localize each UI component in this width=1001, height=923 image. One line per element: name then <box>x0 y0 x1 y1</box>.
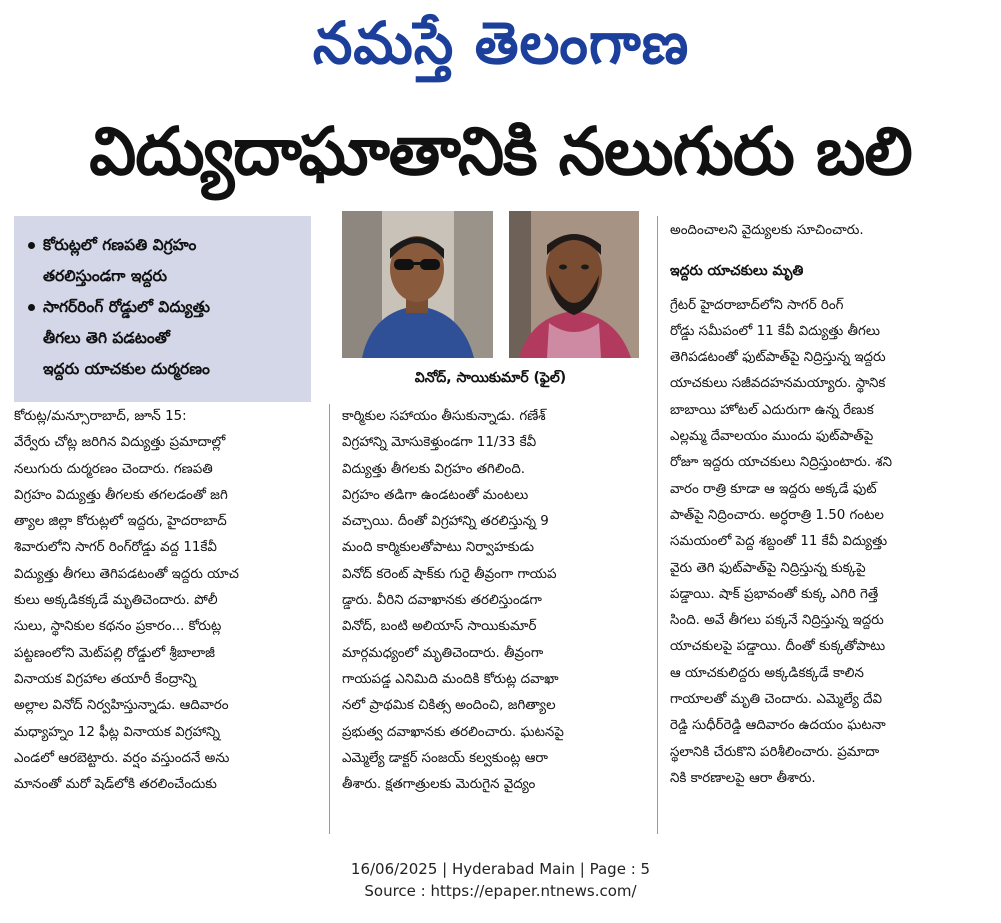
text-line: స్థలానికి చేరుకొని పరిశీలించారు. ప్రమాదా <box>670 744 880 760</box>
masthead-title: నమస్తే తెలంగాణ <box>312 9 689 77</box>
text-line: సింది. అవే తీగలు పక్కనే నిద్రిస్తున్న ఇద్దరు <box>670 613 884 629</box>
text-line: విద్యుత్తు తీగలు తెగిపడటంతో ఇద్దరు యాచ <box>14 566 239 582</box>
text-line: వినోద్, బంటి అలియాస్ సాయికుమార్ <box>342 619 537 635</box>
text-line: గాయపడ్డ ఎనిమిది మందికి కోరుట్ల దవాఖా <box>342 671 559 687</box>
summary-line: తరలిస్తుండగా ఇద్దరు <box>43 267 168 285</box>
text-line: గ్రేటర్ హైదరాబాద్‌లోని సాగర్ రింగ్ <box>670 297 844 313</box>
photo-vinod <box>342 211 493 358</box>
bullet-icon <box>28 242 35 249</box>
text-line: విగ్రహం విద్యుత్తు తీగలకు తగలడంతో జగి <box>14 487 228 503</box>
text-line: మార్గమధ్యంలో మృతిచెందారు. తీవ్రంగా <box>342 645 544 661</box>
text-line: కోరుట్ల/మన్సూరాబాద్, జూన్ 15: <box>14 409 187 424</box>
text-line: తెగిపడటంతో ఫుట్‌పాత్‌పై నిద్రిస్తున్న ఇద్దరు <box>670 350 886 366</box>
text-line: అల్లాల వినోద్ నిర్వహిస్తున్నాడు. ఆదివారం <box>14 698 229 714</box>
subheading: ఇద్దరు యాచకులు మృతి <box>670 263 804 280</box>
text-line: సులు, స్థానికుల కథనం ప్రకారం... కోరుట్ల <box>14 619 222 635</box>
text-line: శివారులోని సాగర్ రింగ్‌రోడ్డు వద్ద 11కేవీ <box>14 540 217 556</box>
text-line: కార్మికుల సహాయం తీసుకున్నాడు. గణేశ్ <box>342 409 546 424</box>
text-line: ప్రభుత్వ దవాఖానకు తరలించారు. ఘటనపై <box>342 724 564 740</box>
article-column-1 <box>14 404 318 798</box>
text-line: విగ్రహం తడిగా ఉండటంతో మంటలు <box>342 487 529 503</box>
headline: విద్యుదాఘాతానికి నలుగురు బలి <box>89 113 912 190</box>
text-line: వచ్చాయి. దీంతో విగ్రహాన్ని తరలిస్తున్న 9 <box>342 514 549 530</box>
photo-saikumar <box>509 211 639 358</box>
summary-point-1: కోరుట్లలో గణపతి విగ్రహం <box>28 230 303 261</box>
text-line: ఎండలో ఆరబెట్టారు. వర్షం వస్తుందనే అను <box>14 750 230 766</box>
text-line: మంది కార్మికులతోపాటు నిర్వాహకుడు <box>342 540 535 556</box>
text-line: నికి కారణాలపై ఆరా తీశారు. <box>670 770 816 786</box>
spacer <box>670 244 986 258</box>
text-line: త్యాల జిల్లా కోరుట్లలో ఇద్దరు, హైదరాబాద్ <box>14 514 227 530</box>
masthead <box>0 0 1001 84</box>
article-column-3 <box>670 218 986 792</box>
text-line: రోజూ ఇద్దరు యాచకులు నిద్రిస్తుంటారు. శని <box>670 455 892 471</box>
text-line: వేర్వేరు చోట్ల జరిగిన విద్యుత్తు ప్రమాదాల్లో <box>14 435 226 451</box>
text-line: వైరు తెగి ఫుట్‌పాత్‌పై నిద్రిస్తున్న కుక్కపై <box>670 560 866 576</box>
text-line: ఎమ్మెల్యే డాక్టర్ సంజయ్ కల్వకుంట్ల ఆరా <box>342 750 548 766</box>
bullet-icon <box>28 304 35 311</box>
text-line: మానంతో మరో షెడ్‌లోకి తరలించేందుకు <box>14 777 217 793</box>
text-line: యాచకులపై పడ్డాయి. దీంతో కుక్కతోపాటు <box>670 639 886 655</box>
text-line: అందించాలని వైద్యులకు సూచించారు. <box>670 223 864 238</box>
footer-source-line: Source : https://epaper.ntnews.com/ <box>364 882 637 900</box>
summary-line: తీగలు తెగి పడటంతో <box>43 329 170 347</box>
text-line: కులు అక్కడికక్కడే మృతిచెందారు. పోలీ <box>14 593 218 609</box>
text-line: వినోద్ కరెంట్ షాక్‌కు గురై తీవ్రంగా గాయప <box>342 566 557 582</box>
summary-line: ఇద్దరు యాచకుల దుర్మరణం <box>43 360 210 378</box>
text-line: డ్డారు. వీరిని దవాఖానకు తరలిస్తుండగా <box>342 593 542 609</box>
text-line: మధ్యాహ్నం 12 ఫీట్ల వినాయక విగ్రహాన్ని <box>14 724 220 740</box>
text-line: సమయంలో పెద్ద శబ్దంతో 11 కేవీ విద్యుత్తు <box>670 534 888 550</box>
text-line: విద్యుత్తు తీగలకు విగ్రహం తగిలింది. <box>342 461 526 477</box>
footer-date-line: 16/06/2025 | Hyderabad Main | Page : 5 <box>350 860 651 878</box>
footer <box>0 858 1001 902</box>
photo-caption: వినోద్, సాయికుమార్ (ఫైల్) <box>414 370 567 386</box>
article-column-2 <box>342 404 644 798</box>
text-line: పడ్డాయి. షాక్ ప్రభావంతో కుక్క ఎగిరి గెత్తే <box>670 586 879 602</box>
column-divider <box>329 404 330 834</box>
text-line: బాబాయి హోటల్ ఎదురుగా ఉన్న రేణుక <box>670 402 874 418</box>
text-line: రోడ్డు సమీపంలో 11 కేవీ విద్యుత్తు తీగలు <box>670 323 880 339</box>
text-line: ఆ యాచకులిద్దరు అక్కడికక్కడే కాలిన <box>670 665 864 681</box>
column-divider <box>657 216 658 834</box>
summary-point-2: సాగర్‌రింగ్ రోడ్డులో విద్యుత్తు <box>28 292 303 323</box>
text-line: నలుగురు దుర్మరణం చెందారు. గణపతి <box>14 461 213 477</box>
text-line: యాచకులు సజీవదహనమయ్యారు. స్థానిక <box>670 376 886 392</box>
text-line: వారం రాత్రి కూడా ఆ ఇద్దరు అక్కడే ఫుట్ <box>670 481 877 497</box>
text-line: విగ్రహాన్ని మోసుకెళ్తుండగా 11/33 కేవీ <box>342 435 537 451</box>
text-line: పాత్‌పై నిద్రించారు. అర్ధరాత్రి 1.50 గంటల <box>670 507 884 523</box>
text-line: వినాయక విగ్రహాల తయారీ కేంద్రాన్ని <box>14 671 197 687</box>
text-line: గాయాలతో మృతి చెందారు. ఎమ్మెల్యే దేవి <box>670 692 883 708</box>
text-line: పట్టణంలోని మెట్‌పల్లి రోడ్డులో శ్రీబాలాజీ <box>14 645 215 661</box>
summary-box <box>14 216 311 402</box>
text-line: ఎల్లమ్మ దేవాలయం ముందు ఫుట్‌పాత్‌పై <box>670 429 874 445</box>
text-line: తీశారు. క్షతగాత్రులకు మెరుగైన వైద్యం <box>342 777 536 793</box>
text-line: రెడ్డి సుధీర్‌రెడ్డి ఆదివారం ఉదయం ఘటనా <box>670 718 886 734</box>
text-line: నలో ప్రాథమిక చికిత్స అందించి, జగిత్యాల <box>342 698 556 714</box>
spacer <box>670 285 986 293</box>
